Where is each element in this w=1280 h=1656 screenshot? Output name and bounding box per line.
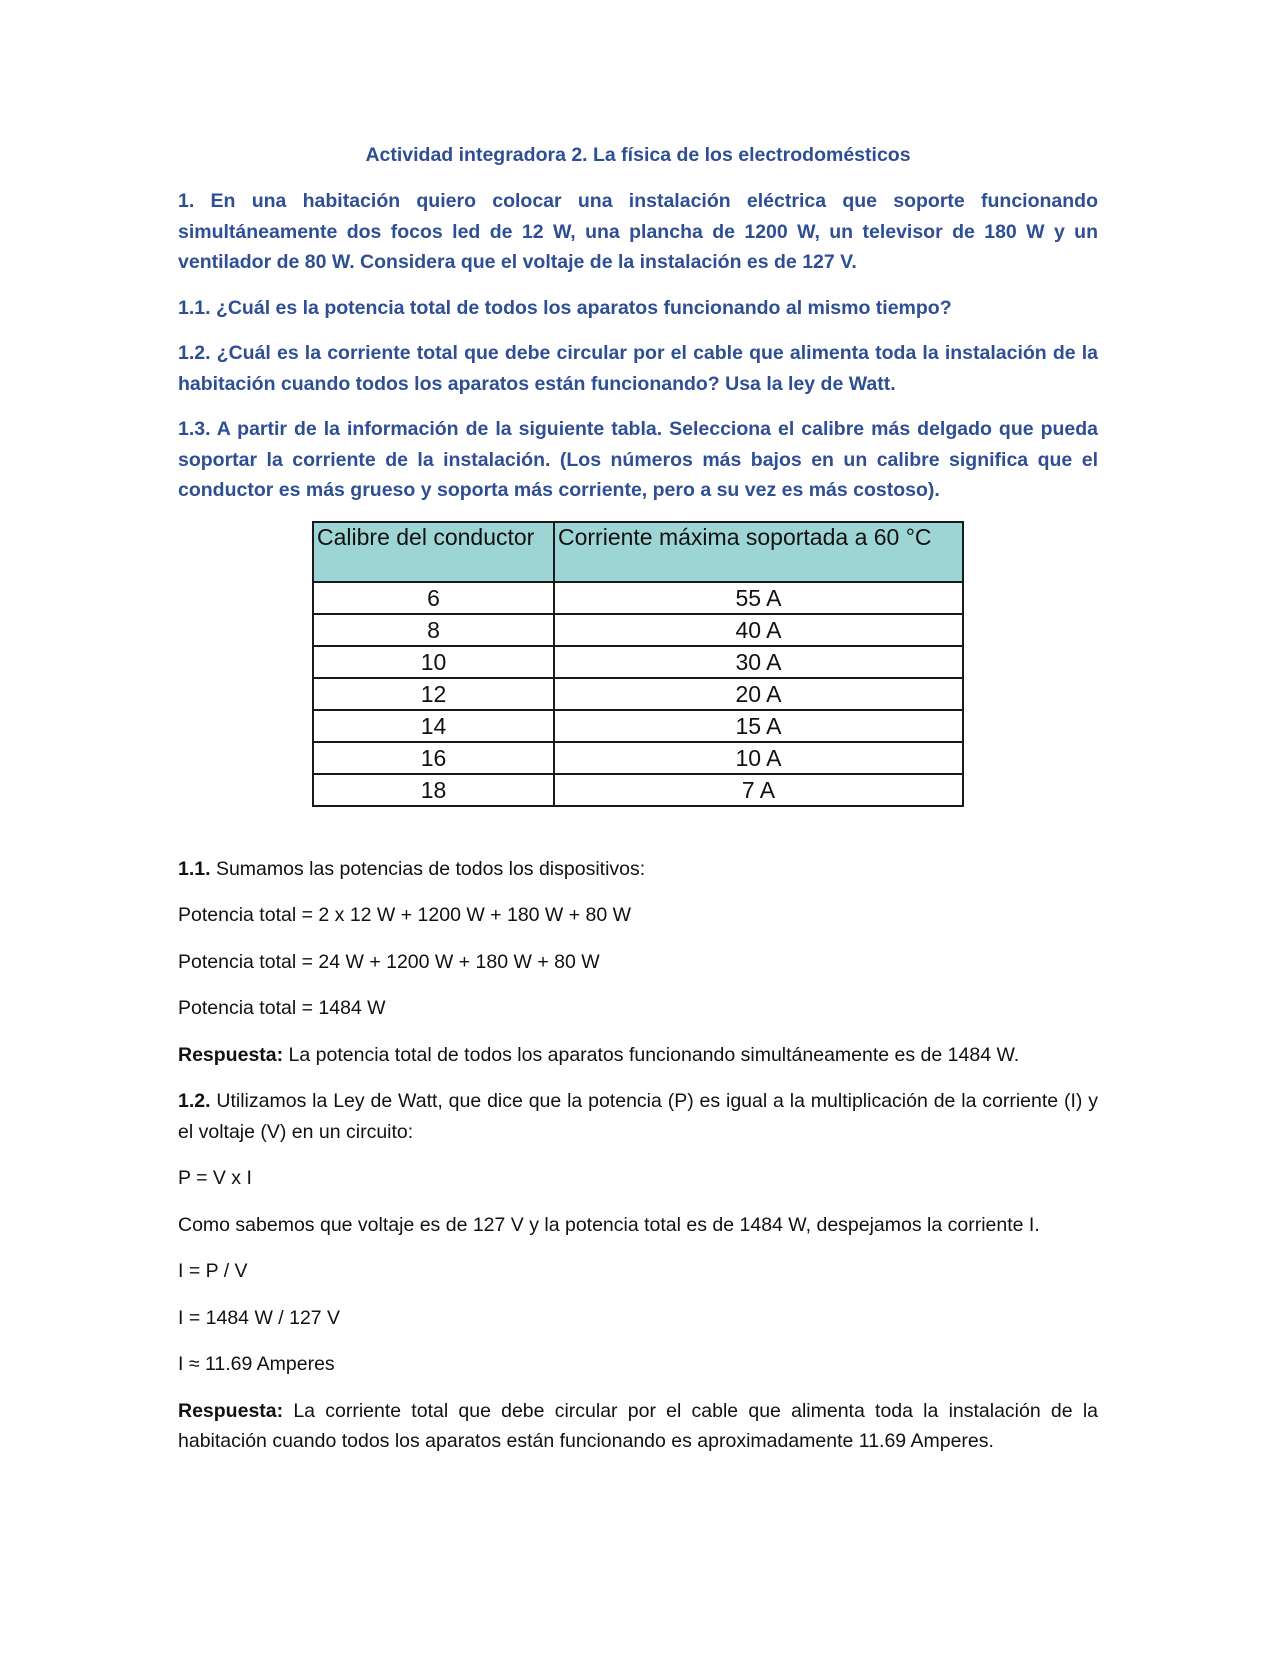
table-cell-gauge: 8	[313, 614, 554, 646]
answer-1-2-label: 1.2.	[178, 1090, 211, 1112]
watt-formula: P = V x I	[178, 1167, 252, 1189]
explanation: Como sabemos que voltaje es de 127 V y la potencia total es de 1484 W, despejamos la corriente I.	[178, 1213, 1040, 1236]
table-row	[313, 614, 963, 646]
table-row	[313, 774, 963, 806]
step-3: I ≈ 11.69 Amperes	[178, 1353, 335, 1375]
table-row	[313, 710, 963, 742]
gauge-table-wrapper	[312, 521, 964, 807]
table-cell-gauge: 18	[313, 774, 554, 806]
table-row	[313, 646, 963, 678]
table-header-gauge: Calibre del conductor	[313, 522, 554, 582]
table-cell-current: 20 A	[554, 678, 963, 710]
table-cell-current: 40 A	[554, 614, 963, 646]
table-header-current: Corriente máxima soportada a 60 °C	[554, 522, 963, 582]
calc-line-2: Potencia total = 24 W + 1200 W + 180 W + 80 W	[178, 950, 600, 973]
step-1: I = P / V	[178, 1260, 248, 1282]
question-1-2: 1.2. ¿Cuál es la corriente total que debe circular por el cable que alimenta toda la instalación de la habitación cuando todos los aparatos están funcionando? Usa la ley de Watt.	[178, 342, 1098, 395]
table-cell-gauge: 6	[313, 582, 554, 614]
table-cell-gauge: 10	[313, 646, 554, 678]
question-1-3: 1.3. A partir de la información de la siguiente tabla. Selecciona el calibre más delgado que pueda soportar la corriente de la instalación. (Los números más bajos en un calibre significa que el conductor es más grueso y soporta más corriente, pero a su vez es más costoso).	[178, 418, 1098, 501]
table-cell-current: 55 A	[554, 582, 963, 614]
answer-1-2-intro	[178, 1086, 1098, 1147]
table-cell-current: 10 A	[554, 742, 963, 774]
document-page	[178, 140, 1098, 1473]
table-cell-gauge: 16	[313, 742, 554, 774]
table-cell-gauge: 14	[313, 710, 554, 742]
answer-1-1-text: Sumamos las potencias de todos los dispositivos:	[210, 857, 646, 880]
table-header-row	[313, 522, 963, 582]
table-cell-current: 30 A	[554, 646, 963, 678]
question-1-1: 1.1. ¿Cuál es la potencia total de todos los aparatos funcionando al mismo tiempo?	[178, 296, 952, 319]
table-cell-current: 15 A	[554, 710, 963, 742]
response-2	[178, 1396, 1098, 1457]
response-1	[178, 1040, 1098, 1071]
answer-1-1-label: 1.1.	[178, 857, 211, 880]
page-title: Actividad integradora 2. La física de los electrodomésticos	[365, 144, 911, 166]
table-cell-gauge: 12	[313, 678, 554, 710]
spacer	[178, 807, 1098, 854]
response-2-text: La corriente total que debe circular por el cable que alimenta toda la instalación de la habitación cuando todos los aparatos están funcionando es aproximadamente 11.69 Amperes.	[178, 1399, 1098, 1452]
calc-line-3: Potencia total = 1484 W	[178, 997, 386, 1019]
answer-1-2-text: Utilizamos la Ley de Watt, que dice que la potencia (P) es igual a la multiplicación de la corriente (I) y el voltaje (V) en un circuito:	[178, 1090, 1098, 1143]
gauge-table	[312, 521, 964, 807]
table-row	[313, 678, 963, 710]
table-row	[313, 742, 963, 774]
step-2: I = 1484 W / 127 V	[178, 1306, 341, 1329]
response-1-label: Respuesta:	[178, 1043, 284, 1066]
table-row	[313, 582, 963, 614]
response-1-text: La potencia total de todos los aparatos funcionando simultáneamente es de 1484 W.	[283, 1043, 1020, 1066]
table-cell-current: 7 A	[554, 774, 963, 806]
answer-1-1-intro	[178, 854, 1098, 885]
calc-line-1: Potencia total = 2 x 12 W + 1200 W + 180 W + 80 W	[178, 904, 632, 926]
problem-statement: 1. En una habitación quiero colocar una instalación eléctrica que soporte funcionando simultáneamente dos focos led de 12 W, una plancha de 1200 W, un televisor de 180 W y un ventilador de 80 W. Considera que el voltaje de la instalación es de 127 V.	[178, 190, 1098, 273]
response-2-label: Respuesta:	[178, 1399, 284, 1422]
